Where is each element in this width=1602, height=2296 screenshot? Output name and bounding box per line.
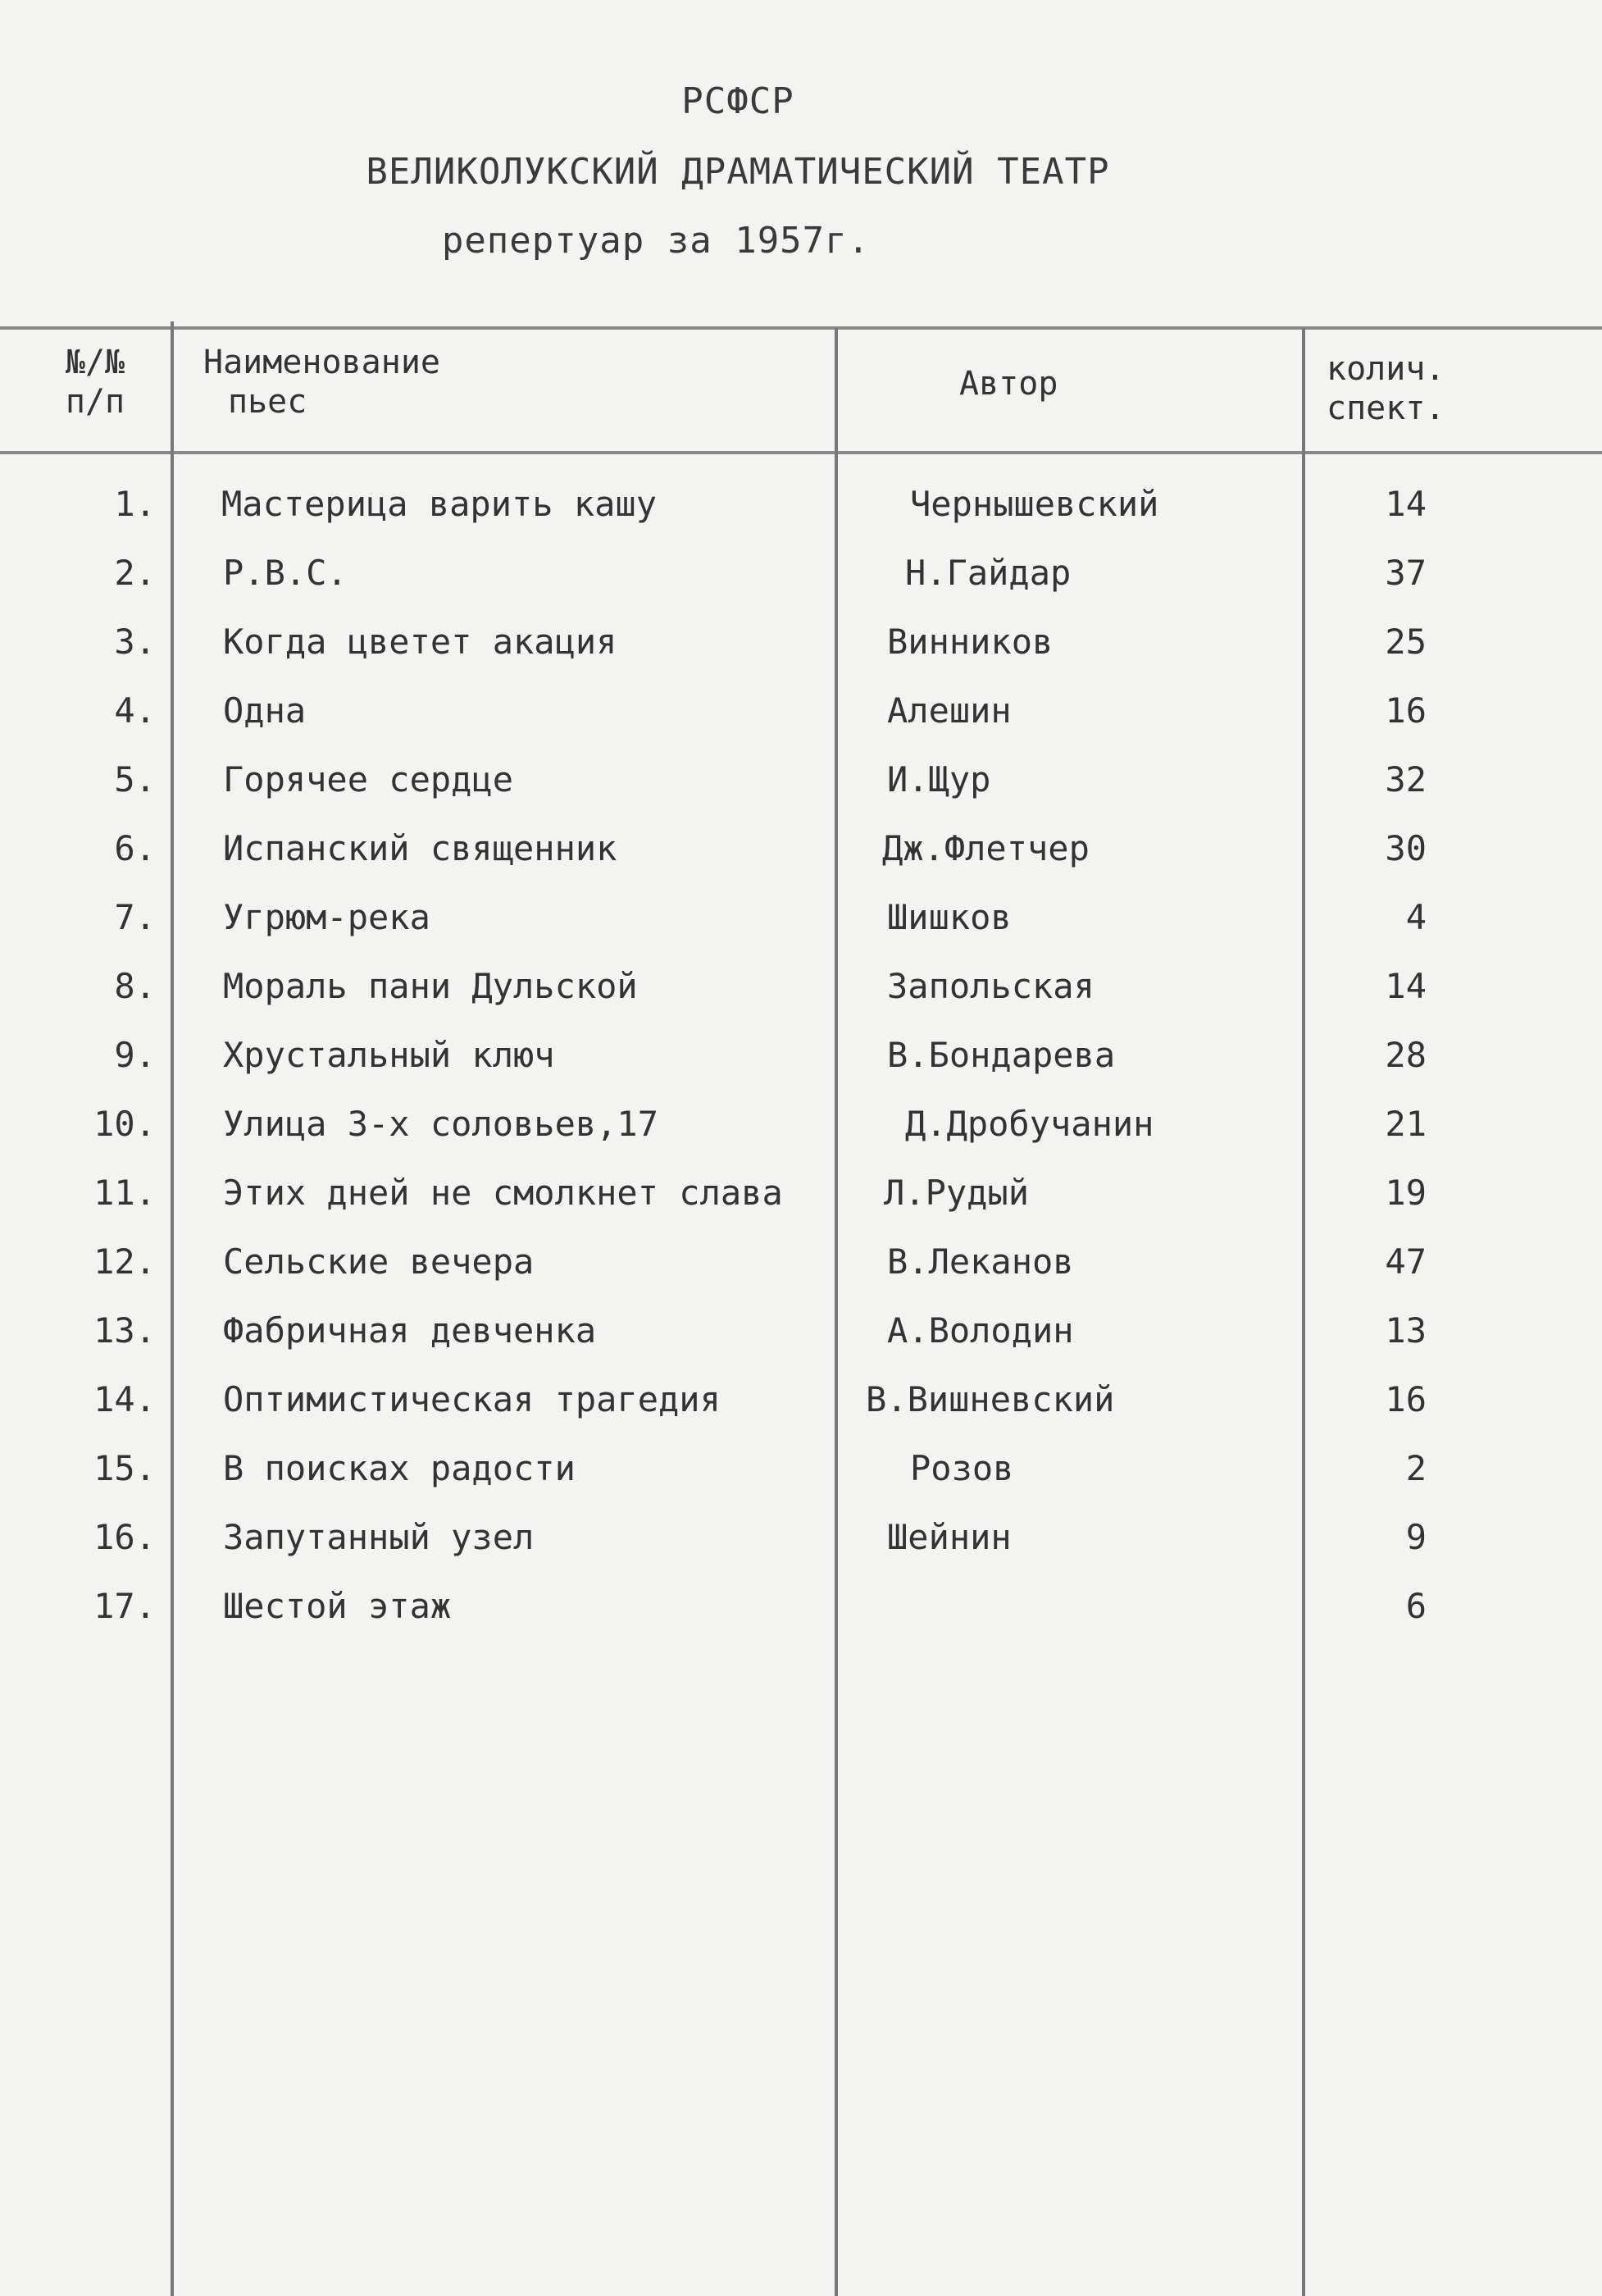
play-title: Этих дней не смолкнет слава xyxy=(223,1173,783,1213)
play-title: Оптимистическая трагедия xyxy=(223,1379,721,1419)
play-author: Шейнин xyxy=(887,1517,1012,1557)
column-header-title xyxy=(203,343,440,421)
column-header-title-line1: Наименование xyxy=(203,344,440,381)
play-title: Мастерица варить кашу xyxy=(221,484,658,524)
row-number: 12. xyxy=(93,1241,156,1282)
play-author: Д.Дробучанин xyxy=(905,1104,1154,1144)
play-author: В.Вишневский xyxy=(866,1379,1115,1419)
row-number: 9. xyxy=(114,1035,156,1075)
play-author: В.Леканов xyxy=(887,1241,1074,1282)
performance-count: 30 xyxy=(1385,828,1427,868)
play-title: Шестой этаж xyxy=(223,1586,452,1626)
play-author: И.Щур xyxy=(887,759,991,800)
play-author: Шишков xyxy=(887,897,1012,937)
table-header-rule xyxy=(0,451,1602,454)
play-title: Хрустальный ключ xyxy=(223,1035,555,1075)
column-header-count xyxy=(1327,349,1445,428)
row-number: 13. xyxy=(93,1310,156,1351)
performance-count: 47 xyxy=(1385,1241,1427,1282)
play-title: Испанский священник xyxy=(223,828,617,868)
play-title: Фабричная девченка xyxy=(223,1310,597,1351)
column-header-number xyxy=(54,343,136,421)
row-number: 11. xyxy=(93,1173,156,1213)
column-header-number-line2: п/п xyxy=(65,383,125,421)
play-title: В поисках радости xyxy=(223,1448,576,1488)
row-number: 17. xyxy=(93,1586,156,1626)
performance-count: 14 xyxy=(1385,484,1427,524)
performance-count: 28 xyxy=(1385,1035,1427,1075)
play-title: Р.В.С. xyxy=(223,553,348,593)
row-number: 16. xyxy=(93,1517,156,1557)
column-divider-1 xyxy=(171,321,174,2296)
performance-count: 9 xyxy=(1405,1517,1427,1557)
play-author: А.Володин xyxy=(887,1310,1074,1351)
play-author: Н.Гайдар xyxy=(905,553,1072,593)
play-author: Чернышевский xyxy=(910,484,1159,524)
column-header-count-line2: спект. xyxy=(1327,390,1445,427)
play-title: Когда цветет акация xyxy=(223,622,617,662)
row-number: 5. xyxy=(114,759,156,800)
play-title: Угрюм-река xyxy=(223,897,430,937)
performance-count: 13 xyxy=(1385,1310,1427,1351)
play-author: Л.Рудый xyxy=(884,1173,1030,1213)
performance-count: 14 xyxy=(1385,966,1427,1006)
header-repertoire-year: репертуар за 1957г. xyxy=(441,220,871,262)
table-top-rule xyxy=(0,326,1602,330)
play-author: Дж.Флетчер xyxy=(882,828,1090,868)
play-title: Мораль пани Дульской xyxy=(223,966,638,1006)
column-header-title-line2: пьес xyxy=(228,383,307,421)
column-header-count-line1: колич. xyxy=(1327,350,1445,388)
performance-count: 6 xyxy=(1405,1586,1427,1626)
row-number: 1. xyxy=(114,484,156,524)
row-number: 2. xyxy=(114,553,156,593)
performance-count: 2 xyxy=(1405,1448,1427,1488)
play-author: Розов xyxy=(910,1448,1014,1488)
row-number: 8. xyxy=(114,966,156,1006)
performance-count: 21 xyxy=(1385,1104,1427,1144)
row-number: 6. xyxy=(114,828,156,868)
column-header-author: Автор xyxy=(959,365,1058,403)
play-title: Сельские вечера xyxy=(223,1241,535,1282)
row-number: 3. xyxy=(114,622,156,662)
performance-count: 19 xyxy=(1385,1173,1427,1213)
performance-count: 16 xyxy=(1385,690,1427,731)
row-number: 10. xyxy=(93,1104,156,1144)
row-number: 4. xyxy=(114,690,156,731)
performance-count: 16 xyxy=(1385,1379,1427,1419)
performance-count: 32 xyxy=(1385,759,1427,800)
play-title: Горячее сердце xyxy=(223,759,514,800)
column-divider-2 xyxy=(835,328,838,2296)
play-author: В.Бондарева xyxy=(887,1035,1116,1075)
play-author: Винников xyxy=(887,622,1054,662)
performance-count: 25 xyxy=(1385,622,1427,662)
play-title: Запутанный узел xyxy=(223,1517,535,1557)
play-author: Запольская xyxy=(887,966,1095,1006)
play-title: Одна xyxy=(223,690,307,731)
performance-count: 37 xyxy=(1385,553,1427,593)
header-theatre-name: ВЕЛИКОЛУКСКИЙ ДРАМАТИЧЕСКИЙ ТЕАТР xyxy=(366,151,1110,193)
row-number: 7. xyxy=(114,897,156,937)
play-title: Улица 3-х соловьев,17 xyxy=(223,1104,659,1144)
performance-count: 4 xyxy=(1405,897,1427,937)
header-line-1: РСФСР xyxy=(681,80,794,122)
column-header-number-line1: №/№ xyxy=(65,344,125,381)
play-author: Алешин xyxy=(887,690,1012,731)
row-number: 15. xyxy=(93,1448,156,1488)
row-number: 14. xyxy=(93,1379,156,1419)
